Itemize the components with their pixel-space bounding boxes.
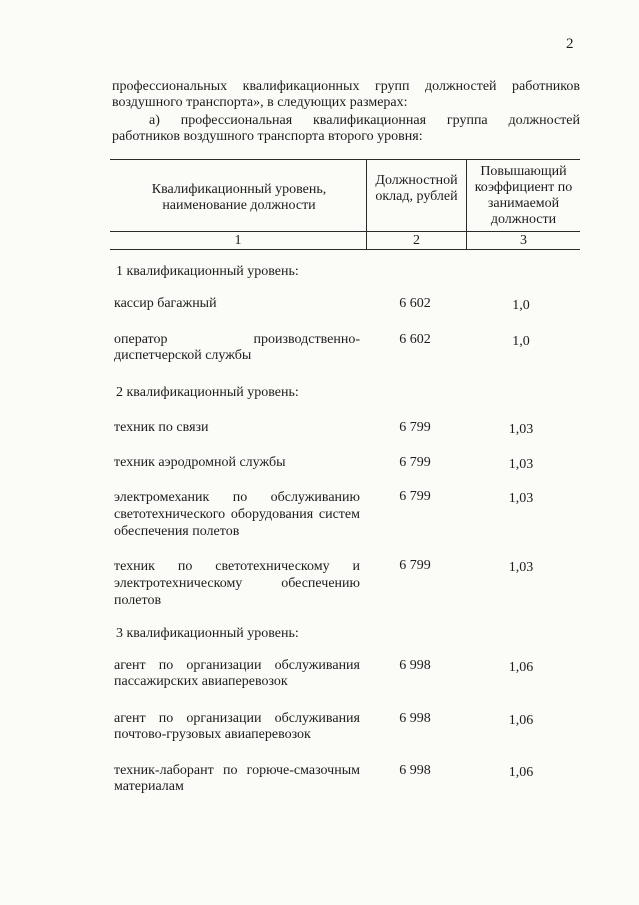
coefficient-value: 1,0: [512, 334, 530, 349]
coefficient-value: 1,03: [508, 457, 534, 472]
position-name: электромеханик по обслуживанию светотехнического оборудования систем обеспечения полетов: [114, 490, 360, 539]
column-number-1: 1: [234, 233, 242, 248]
salary-value: 6 998: [399, 658, 431, 673]
salary-value: 6 799: [399, 558, 431, 573]
position-name: техник-лаборант по горюче-смазочным материалам: [114, 763, 360, 794]
table-top-border: [110, 159, 580, 160]
column-number-3: 3: [520, 233, 527, 248]
intro-line-1: профессиональных квалификационных групп должностей работников: [112, 79, 580, 94]
position-name: техник аэродромной службы: [114, 455, 286, 470]
header-salary: Должностной оклад, рублей: [375, 173, 458, 204]
salary-value: 6 799: [399, 420, 431, 435]
coefficient-value: 1,06: [508, 660, 534, 675]
table-number-row-bottom-border: [110, 249, 580, 250]
intro-line-4: работников воздушного транспорта второго уровня:: [112, 129, 423, 144]
table-header-bottom-border: [110, 231, 580, 232]
level-heading-2: 2 квалификационный уровень:: [116, 385, 299, 400]
column-number-2: 2: [413, 233, 420, 248]
coefficient-value: 1,03: [508, 491, 534, 506]
coefficient-value: 1,03: [508, 422, 534, 437]
position-name: техник по связи: [114, 420, 209, 435]
position-name: кассир багажный: [114, 296, 217, 311]
salary-value: 6 799: [399, 489, 431, 504]
level-heading-1: 1 квалификационный уровень:: [116, 264, 299, 279]
salary-value: 6 602: [399, 332, 431, 347]
coefficient-value: 1,03: [508, 560, 534, 575]
position-name: техник по светотехническому и электротехническому обеспечению полетов: [114, 559, 360, 608]
coefficient-value: 1,0: [512, 298, 530, 313]
intro-line-3: а) профессиональная квалификационная группа должностей: [149, 113, 580, 128]
position-name: оператор производственно-диспетчерской службы: [114, 332, 360, 363]
coefficient-value: 1,06: [508, 765, 534, 780]
position-name: агент по организации обслуживания почтово-грузовых авиаперевозок: [114, 711, 360, 742]
salary-value: 6 799: [399, 455, 431, 470]
salary-value: 6 998: [399, 711, 431, 726]
salary-value: 6 602: [399, 296, 431, 311]
header-coefficient: Повышающий коэффициент по занимаемой должности: [474, 164, 573, 227]
header-qualification-level: Квалификационный уровень, наименование должности: [151, 182, 327, 213]
salary-value: 6 998: [399, 763, 431, 778]
intro-line-2: воздушного транспорта», в следующих размерах:: [112, 95, 408, 110]
page-number: 2: [566, 36, 574, 52]
level-heading-3: 3 квалификационный уровень:: [116, 626, 299, 641]
coefficient-value: 1,06: [508, 713, 534, 728]
position-name: агент по организации обслуживания пассажирских авиаперевозок: [114, 658, 360, 689]
